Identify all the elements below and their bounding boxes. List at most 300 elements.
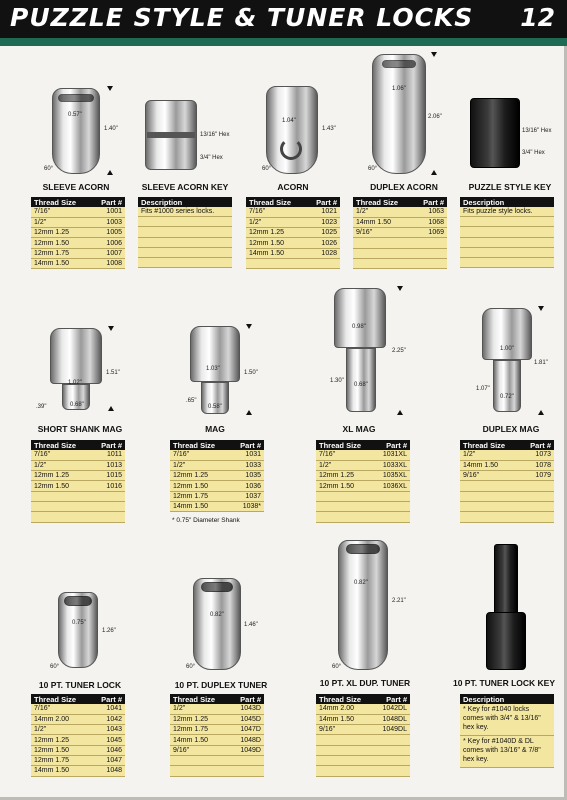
empty-cell bbox=[170, 766, 230, 776]
dim-shank-length: .65" bbox=[186, 398, 197, 404]
thread-size: 7/16" bbox=[31, 704, 91, 714]
empty-cell bbox=[374, 512, 410, 522]
dim-height: 2.06" bbox=[428, 114, 442, 120]
dim-width: 1.02" bbox=[68, 380, 82, 386]
table-row bbox=[460, 258, 554, 268]
duplex-acorn-image bbox=[372, 54, 426, 174]
part-number: 1049DL bbox=[374, 725, 411, 735]
dim-arrow bbox=[431, 52, 437, 57]
thread-size: 12mm 1.25 bbox=[31, 228, 91, 238]
part-number: 1045D bbox=[230, 714, 264, 724]
key-hex-divider bbox=[147, 132, 195, 138]
thread-size: 12mm 1.25 bbox=[246, 228, 306, 238]
column-header: Description bbox=[138, 197, 232, 207]
table-row bbox=[460, 217, 554, 227]
thread-size: 1/2" bbox=[31, 460, 91, 470]
part-number: 1036XL bbox=[374, 481, 410, 491]
column-header: Thread Size bbox=[31, 440, 91, 450]
column-header: Part # bbox=[520, 440, 554, 450]
empty-cell bbox=[460, 247, 554, 257]
column-header: Part # bbox=[374, 440, 410, 450]
table-row bbox=[31, 501, 125, 511]
thread-size: 9/16" bbox=[170, 745, 230, 755]
empty-cell bbox=[138, 227, 232, 237]
thread-size: 12mm 1.50 bbox=[31, 238, 91, 248]
product-name: SLEEVE ACORN bbox=[42, 182, 110, 192]
sleeve-acorn-table bbox=[31, 197, 125, 269]
xl-dup-tuner-table bbox=[316, 694, 410, 777]
dim-arrow bbox=[107, 86, 113, 91]
table-row bbox=[170, 755, 264, 765]
acorn-image bbox=[266, 86, 318, 174]
part-number: 1008 bbox=[91, 258, 125, 268]
part-number: 1038* bbox=[230, 501, 264, 511]
empty-cell bbox=[138, 247, 232, 257]
dim-arrow bbox=[397, 286, 403, 291]
thread-size: 1/2" bbox=[316, 460, 374, 470]
page-header bbox=[0, 0, 567, 38]
table-row bbox=[316, 714, 410, 724]
column-header: Thread Size bbox=[31, 694, 91, 704]
dim-shank: 0.58" bbox=[208, 404, 222, 410]
part-number: 1003 bbox=[91, 217, 125, 227]
table-row bbox=[316, 481, 410, 491]
dim-shank: 0.68" bbox=[354, 382, 368, 388]
thread-size: 12mm 1.25 bbox=[170, 471, 230, 481]
duplex-mag-table bbox=[460, 440, 554, 523]
dim-angle: 60° bbox=[44, 166, 54, 172]
table-row bbox=[460, 481, 554, 491]
dim-height: 1.51" bbox=[106, 370, 120, 376]
thread-size: 1/2" bbox=[170, 460, 230, 470]
duplex-acorn-table bbox=[353, 197, 447, 269]
column-header: Part # bbox=[413, 197, 447, 207]
empty-cell bbox=[91, 491, 125, 501]
page-number: 12 bbox=[520, 3, 555, 32]
table-row bbox=[246, 217, 340, 227]
table-row bbox=[460, 237, 554, 247]
short-shank-mag-image bbox=[50, 328, 102, 384]
description: * Key for #1040 locks comes with 3/4" & 13/16" hex key. bbox=[460, 704, 554, 736]
tuner-lock-socket bbox=[64, 596, 92, 606]
thread-size: 12mm 1.75 bbox=[31, 248, 91, 258]
part-number: 1005 bbox=[91, 228, 125, 238]
mag-table bbox=[170, 440, 264, 512]
empty-cell bbox=[520, 512, 554, 522]
column-header: Thread Size bbox=[170, 440, 230, 450]
thread-size: 7/16" bbox=[31, 207, 91, 217]
part-number: 1042DL bbox=[374, 704, 411, 714]
table-footnote: * 0.75" Diameter Shank bbox=[172, 517, 240, 524]
table-row bbox=[31, 735, 125, 745]
table-row bbox=[316, 704, 410, 714]
part-number: 1023 bbox=[306, 217, 340, 227]
product-name: MAG bbox=[205, 424, 225, 434]
thread-size: 1/2" bbox=[31, 725, 91, 735]
part-number: 1048 bbox=[91, 766, 125, 776]
duplex-tuner-table bbox=[170, 694, 264, 777]
part-number: 1043D bbox=[230, 704, 264, 714]
dim-bottom-hex: 3/4" Hex bbox=[200, 155, 223, 161]
table-row bbox=[460, 736, 554, 768]
empty-cell bbox=[460, 501, 520, 511]
tuner-lock-key-image bbox=[494, 544, 518, 616]
table-row bbox=[170, 745, 264, 755]
dim-arrow bbox=[397, 410, 403, 415]
empty-cell bbox=[460, 512, 520, 522]
column-header: Thread Size bbox=[316, 694, 374, 704]
table-row bbox=[460, 247, 554, 257]
table-row bbox=[460, 207, 554, 217]
table-row bbox=[353, 248, 447, 258]
thread-size: 9/16" bbox=[353, 228, 413, 238]
empty-cell bbox=[316, 735, 374, 745]
dim-top-hex: 13/16" Hex bbox=[522, 128, 552, 134]
xl-mag-shank bbox=[346, 348, 376, 412]
empty-cell bbox=[374, 766, 411, 776]
table-row bbox=[170, 714, 264, 724]
product-name: SHORT SHANK MAG bbox=[37, 424, 123, 434]
table-row bbox=[31, 745, 125, 755]
table-row bbox=[31, 725, 125, 735]
thread-size: 7/16" bbox=[170, 450, 230, 460]
dim-shank-length: 1.30" bbox=[330, 378, 344, 384]
empty-cell bbox=[460, 491, 520, 501]
part-number: 1048DL bbox=[374, 714, 411, 724]
product-name: 10 PT. TUNER LOCK KEY bbox=[452, 678, 556, 688]
table-row bbox=[170, 766, 264, 776]
empty-cell bbox=[91, 512, 125, 522]
thread-size: 14mm 1.50 bbox=[170, 501, 230, 511]
thread-size: 9/16" bbox=[460, 471, 520, 481]
product-name: 10 PT. DUPLEX TUNER bbox=[174, 680, 268, 690]
part-number: 1041 bbox=[91, 704, 125, 714]
short-shank-mag-table bbox=[31, 440, 125, 523]
table-row bbox=[246, 248, 340, 258]
dim-bottom-hex: 3/4" Hex bbox=[522, 150, 545, 156]
table-row bbox=[31, 704, 125, 714]
table-row bbox=[460, 704, 554, 736]
empty-cell bbox=[31, 512, 91, 522]
product-name: SLEEVE ACORN KEY bbox=[141, 182, 229, 192]
description: Fits #1000 series locks. bbox=[138, 207, 232, 217]
empty-cell bbox=[520, 491, 554, 501]
dim-shank-length: 1.07" bbox=[476, 386, 490, 392]
table-row bbox=[460, 491, 554, 501]
part-number: 1026 bbox=[306, 238, 340, 248]
dim-shank: 0.68" bbox=[70, 402, 84, 408]
thread-size: 12mm 1.25 bbox=[31, 735, 91, 745]
table-row bbox=[138, 247, 232, 257]
duplex-tuner-socket bbox=[201, 582, 233, 592]
column-header: Description bbox=[460, 197, 554, 207]
part-number: 1078 bbox=[520, 460, 554, 470]
table-row bbox=[138, 258, 232, 268]
empty-cell bbox=[353, 258, 413, 268]
table-row bbox=[138, 237, 232, 247]
table-row bbox=[138, 207, 232, 217]
product-name: 10 PT. TUNER LOCK bbox=[38, 680, 122, 690]
thread-size: 9/16" bbox=[316, 725, 374, 735]
dim-arrow bbox=[107, 170, 113, 175]
sleeve-acorn-socket bbox=[58, 94, 94, 102]
table-row bbox=[31, 491, 125, 501]
table-row bbox=[353, 238, 447, 248]
thread-size: 12mm 1.25 bbox=[31, 471, 91, 481]
dim-angle: 60° bbox=[368, 166, 378, 172]
dim-width: 1.00" bbox=[500, 346, 514, 352]
part-number: 1013 bbox=[91, 460, 125, 470]
thread-size: 7/16" bbox=[316, 450, 374, 460]
table-row bbox=[31, 248, 125, 258]
part-number: 1001 bbox=[91, 207, 125, 217]
product-name: DUPLEX MAG bbox=[482, 424, 540, 434]
column-header: Thread Size bbox=[246, 197, 306, 207]
column-header: Part # bbox=[230, 694, 264, 704]
part-number: 1006 bbox=[91, 238, 125, 248]
duplex-mag-shank bbox=[493, 360, 521, 412]
table-row bbox=[460, 501, 554, 511]
empty-cell bbox=[374, 491, 410, 501]
product-name: ACORN bbox=[277, 182, 309, 192]
empty-cell bbox=[460, 258, 554, 268]
dim-width: 1.04" bbox=[282, 118, 296, 124]
product-name: XL MAG bbox=[342, 424, 376, 434]
dim-arrow bbox=[108, 406, 114, 411]
thread-size: 12mm 1.75 bbox=[170, 725, 230, 735]
table-row bbox=[316, 450, 410, 460]
part-number: 1047D bbox=[230, 725, 264, 735]
empty-cell bbox=[316, 745, 374, 755]
table-row bbox=[316, 471, 410, 481]
empty-cell bbox=[91, 501, 125, 511]
empty-cell bbox=[520, 501, 554, 511]
empty-cell bbox=[374, 735, 411, 745]
table-row bbox=[138, 217, 232, 227]
dim-arrow bbox=[538, 306, 544, 311]
dim-width: 0.57" bbox=[68, 112, 82, 118]
empty-cell bbox=[460, 227, 554, 237]
table-row bbox=[246, 238, 340, 248]
empty-cell bbox=[374, 745, 411, 755]
dim-height: 1.46" bbox=[244, 622, 258, 628]
table-row bbox=[460, 512, 554, 522]
table-row bbox=[246, 258, 340, 268]
part-number: 1036 bbox=[230, 481, 264, 491]
thread-size: 12mm 1.75 bbox=[170, 491, 230, 501]
column-header: Thread Size bbox=[170, 694, 230, 704]
dim-width: 0.98" bbox=[352, 324, 366, 330]
dim-width: 0.82" bbox=[354, 580, 368, 586]
part-number: 1046 bbox=[91, 745, 125, 755]
table-row bbox=[353, 207, 447, 217]
table-row bbox=[316, 501, 410, 511]
thread-size: 12mm 1.50 bbox=[31, 745, 91, 755]
dim-height: 2.25" bbox=[392, 348, 406, 354]
dim-arrow bbox=[108, 326, 114, 331]
column-header: Part # bbox=[306, 197, 340, 207]
empty-cell bbox=[316, 491, 374, 501]
table-row bbox=[138, 227, 232, 237]
table-row bbox=[353, 228, 447, 238]
empty-cell bbox=[316, 512, 374, 522]
tuner-lock-key-hex bbox=[486, 612, 526, 670]
part-number: 1015 bbox=[91, 471, 125, 481]
empty-cell bbox=[374, 755, 411, 765]
table-row bbox=[31, 450, 125, 460]
empty-cell bbox=[306, 258, 340, 268]
xl-mag-image bbox=[334, 288, 386, 348]
dim-shank: 0.72" bbox=[500, 394, 514, 400]
thread-size: 1/2" bbox=[353, 207, 413, 217]
dim-height: 1.50" bbox=[244, 370, 258, 376]
empty-cell bbox=[31, 501, 91, 511]
empty-cell bbox=[413, 248, 447, 258]
dim-shank-length: .39" bbox=[36, 404, 47, 410]
dim-arrow bbox=[246, 324, 252, 329]
part-number: 1011 bbox=[91, 450, 125, 460]
table-row bbox=[353, 217, 447, 227]
dim-angle: 60° bbox=[186, 664, 196, 670]
part-number: 1063 bbox=[413, 207, 447, 217]
thread-size: 14mm 2.00 bbox=[316, 704, 374, 714]
thread-size: 12mm 1.25 bbox=[316, 471, 374, 481]
puzzle-style-key-image bbox=[470, 98, 520, 168]
dim-width: 0.75" bbox=[72, 620, 86, 626]
table-row bbox=[31, 512, 125, 522]
dim-angle: 60° bbox=[262, 166, 272, 172]
empty-cell bbox=[520, 481, 554, 491]
column-header: Part # bbox=[91, 197, 125, 207]
thread-size: 14mm 1.50 bbox=[170, 735, 230, 745]
table-row bbox=[170, 725, 264, 735]
dim-height: 2.21" bbox=[392, 598, 406, 604]
table-row bbox=[316, 512, 410, 522]
part-number: 1016 bbox=[91, 481, 125, 491]
empty-cell bbox=[413, 238, 447, 248]
table-row bbox=[316, 766, 410, 776]
table-row bbox=[246, 207, 340, 217]
description: Fits puzzle style locks. bbox=[460, 207, 554, 217]
part-number: 1079 bbox=[520, 471, 554, 481]
acorn-table bbox=[246, 197, 340, 269]
table-row bbox=[31, 460, 125, 470]
duplex-mag-image bbox=[482, 308, 532, 360]
column-header: Thread Size bbox=[316, 440, 374, 450]
empty-cell bbox=[170, 755, 230, 765]
thread-size: 12mm 1.75 bbox=[31, 755, 91, 765]
table-row bbox=[460, 471, 554, 481]
table-row bbox=[170, 481, 264, 491]
thread-size: 12mm 1.25 bbox=[170, 714, 230, 724]
empty-cell bbox=[316, 755, 374, 765]
product-name: PUZZLE STYLE KEY bbox=[468, 182, 552, 192]
dim-angle: 60° bbox=[332, 664, 342, 670]
dim-height: 1.43" bbox=[322, 126, 336, 132]
xl-dup-tuner-socket bbox=[346, 544, 380, 554]
part-number: 1035 bbox=[230, 471, 264, 481]
table-row bbox=[31, 471, 125, 481]
thread-size: 12mm 1.50 bbox=[31, 481, 91, 491]
table-row bbox=[460, 227, 554, 237]
part-number: 1031XL bbox=[374, 450, 410, 460]
column-header: Description bbox=[460, 694, 554, 704]
table-row bbox=[460, 450, 554, 460]
table-row bbox=[170, 501, 264, 511]
part-number: 1031 bbox=[230, 450, 264, 460]
table-row bbox=[460, 460, 554, 470]
table-row bbox=[316, 460, 410, 470]
empty-cell bbox=[353, 248, 413, 258]
empty-cell bbox=[316, 501, 374, 511]
page-title: PUZZLE STYLE & TUNER LOCKS bbox=[10, 3, 474, 32]
table-row bbox=[316, 725, 410, 735]
dim-width: 1.06" bbox=[392, 86, 406, 92]
thread-size: 14mm 2.00 bbox=[31, 714, 91, 724]
table-row bbox=[316, 735, 410, 745]
mag-image bbox=[190, 326, 240, 382]
column-header: Part # bbox=[91, 440, 125, 450]
column-header: Thread Size bbox=[353, 197, 413, 207]
xl-dup-tuner-image bbox=[338, 540, 388, 670]
part-number: 1037 bbox=[230, 491, 264, 501]
empty-cell bbox=[230, 766, 264, 776]
thread-size: 1/2" bbox=[460, 450, 520, 460]
empty-cell bbox=[138, 237, 232, 247]
part-number: 1025 bbox=[306, 228, 340, 238]
thread-size: 14mm 1.50 bbox=[31, 258, 91, 268]
sleeve-acorn-key-table bbox=[138, 197, 232, 268]
dim-arrow bbox=[538, 410, 544, 415]
part-number: 1045 bbox=[91, 735, 125, 745]
thread-size: 12mm 1.50 bbox=[170, 481, 230, 491]
empty-cell bbox=[460, 481, 520, 491]
thread-size: 1/2" bbox=[246, 217, 306, 227]
part-number: 1042 bbox=[91, 714, 125, 724]
dim-height: 1.40" bbox=[104, 126, 118, 132]
part-number: 1035XL bbox=[374, 471, 410, 481]
dim-height: 1.81" bbox=[534, 360, 548, 366]
part-number: 1028 bbox=[306, 248, 340, 258]
dim-width: 0.82" bbox=[210, 612, 224, 618]
empty-cell bbox=[413, 258, 447, 268]
duplex-acorn-socket bbox=[382, 60, 416, 68]
table-row bbox=[170, 735, 264, 745]
part-number: 1033XL bbox=[374, 460, 410, 470]
table-row bbox=[170, 450, 264, 460]
table-row bbox=[31, 217, 125, 227]
dim-width: 1.03" bbox=[206, 366, 220, 372]
part-number: 1007 bbox=[91, 248, 125, 258]
tuner-lock-key-table bbox=[460, 694, 554, 768]
thread-size: 7/16" bbox=[246, 207, 306, 217]
empty-cell bbox=[460, 217, 554, 227]
thread-size: 7/16" bbox=[31, 450, 91, 460]
part-number: 1069 bbox=[413, 228, 447, 238]
product-name: DUPLEX ACORN bbox=[370, 182, 438, 192]
header-stripe bbox=[0, 38, 567, 46]
column-header: Part # bbox=[91, 694, 125, 704]
table-row bbox=[170, 491, 264, 501]
table-row bbox=[316, 755, 410, 765]
table-row bbox=[170, 704, 264, 714]
empty-cell bbox=[31, 491, 91, 501]
column-header: Thread Size bbox=[31, 197, 91, 207]
table-row bbox=[31, 228, 125, 238]
table-row bbox=[31, 207, 125, 217]
part-number: 1068 bbox=[413, 217, 447, 227]
part-number: 1049D bbox=[230, 745, 264, 755]
